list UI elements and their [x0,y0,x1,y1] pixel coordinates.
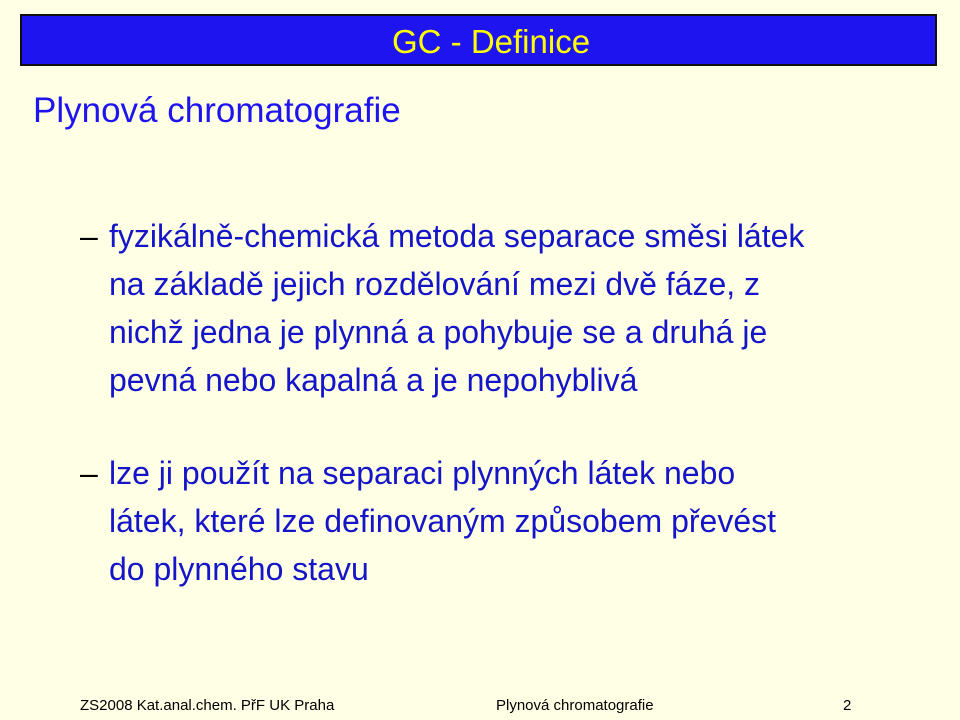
slide-subtitle: Plynová chromatografie [33,91,401,130]
title-bar [20,14,937,66]
bullet-line: pevná nebo kapalná a je nepohyblivá [109,362,638,398]
bullet-item [80,449,940,593]
bullet-dash: – [80,218,98,254]
bullet-line: do plynného stavu [109,551,369,587]
page-number: 2 [843,697,852,714]
bullet-item [80,212,940,404]
bullet-line: látek, které lze definovaným způsobem převést [109,503,776,539]
bullet-line: na základě jejich rozdělování mezi dvě fáze, z [109,266,761,302]
footer-topic: Plynová chromatografie [496,697,654,714]
footer-course: ZS2008 Kat.anal.chem. PřF UK Praha [80,697,335,714]
bullet-line: nichž jedna je plynná a pohybuje se a druhá je [109,314,768,350]
slide-title: GC - Definice [392,23,591,60]
bullet-line: fyzikálně-chemická metoda separace směsi látek [109,218,805,254]
bullet-dash: – [80,455,98,491]
bullet-line: lze ji použít na separaci plynných látek nebo [109,455,736,491]
